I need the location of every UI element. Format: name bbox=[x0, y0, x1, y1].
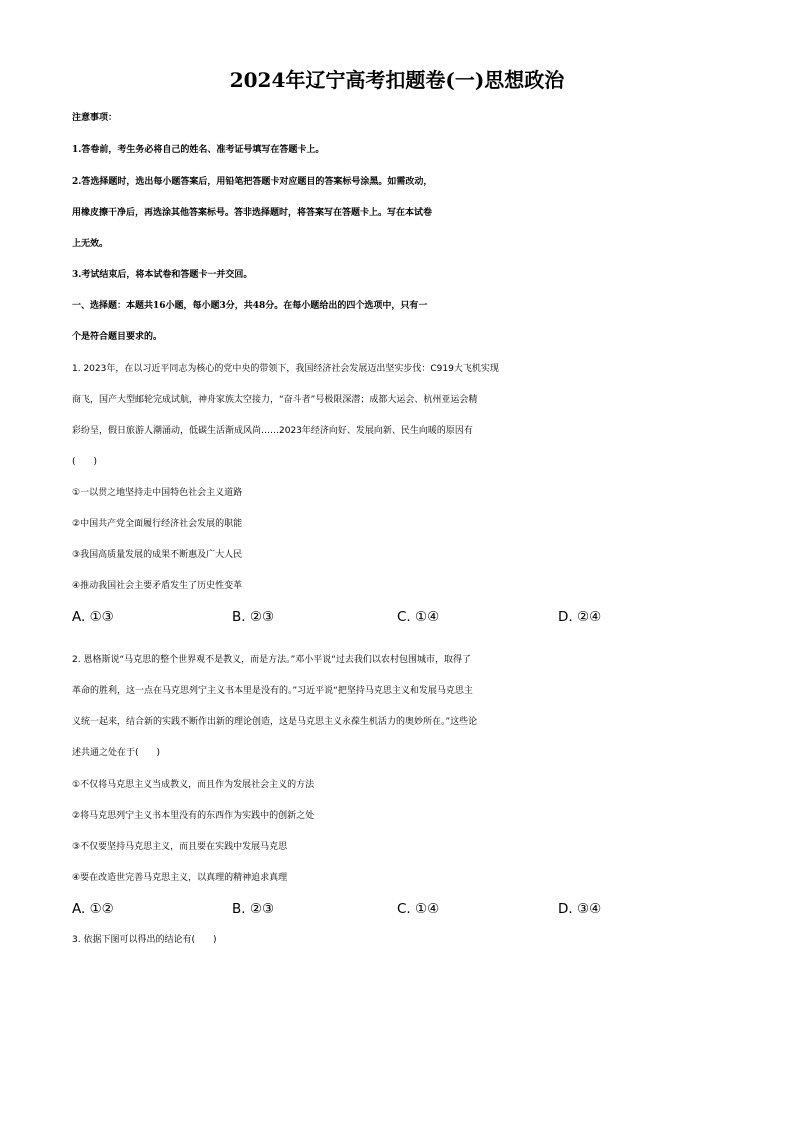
notice-item-2-line-1: 2.答选择题时，选出每小题答案后，用铅笔把答题卡对应题目的答案标号涂黑。如需改动， bbox=[72, 177, 433, 187]
question-2-line-3: 义统一起来，结合新的实践不断作出新的理论创造，这是马克思主义永葆生机活力的奥妙所在。”这些论 bbox=[72, 717, 478, 727]
section-heading-line-1: 一、选择题：本题共16小题，每小题3分，共48分。在每小题给出的四个选项中，只有一 bbox=[72, 301, 428, 311]
notice-item-3: 3.考试结束后，将本试卷和答题卡一并交回。 bbox=[72, 270, 253, 280]
exam-title: 2024年辽宁高考扣题卷(一)思想政治 bbox=[229, 68, 565, 92]
question-2-option-d: D. ③④ bbox=[558, 901, 602, 917]
question-2-statement-4: ④要在改造世完善马克思主义，以真理的精神追求真理 bbox=[72, 873, 288, 883]
question-2-statement-2: ②将马克思列宁主义书本里没有的东西作为实践中的创新之处 bbox=[72, 811, 315, 821]
question-1-option-b: B. ②③ bbox=[232, 609, 275, 625]
question-2-statement-3: ③不仅要坚持马克思主义，而且要在实践中发展马克思 bbox=[72, 842, 288, 852]
notice-item-2-line-2: 用橡皮擦干净后，再选涂其他答案标号。答非选择题时，将答案写在答题卡上。写在本试卷 bbox=[72, 208, 433, 218]
question-2-option-a: A. ①② bbox=[72, 901, 114, 917]
question-1-line-2: 商飞，国产大型邮轮完成试航，神舟家族太空接力，“奋斗者”号极限深潜；成都大运会、杭州亚运会精 bbox=[72, 395, 478, 405]
question-1-option-a: A. ①③ bbox=[72, 609, 114, 625]
question-1-line-3: 彩纷呈，假日旅游人潮涌动，低碳生活渐成风尚……2023年经济向好、发展向新、民生向暖的原因有 bbox=[72, 426, 473, 436]
notice-item-1: 1.答卷前，考生务必将自己的姓名、准考证号填写在答题卡上。 bbox=[72, 145, 325, 155]
question-3-line-1: 3. 依据下图可以得出的结论有( ) bbox=[72, 935, 217, 945]
question-1-statement-1: ①一以贯之地坚持走中国特色社会主义道路 bbox=[72, 488, 243, 498]
question-2-line-1: 2. 恩格斯说“马克思的整个世界观不是教义，而是方法。”邓小平说“过去我们以农村包围城市，取得了 bbox=[72, 655, 471, 665]
notice-heading: 注意事项： bbox=[72, 113, 118, 123]
section-heading-line-2: 个是符合题目要求的。 bbox=[72, 332, 163, 342]
question-1-option-c: C. ①④ bbox=[397, 609, 440, 625]
question-1-line-1: 1. 2023年，在以习近平同志为核心的党中央的带领下，我国经济社会发展迈出坚实步伐：C919大飞机实现 bbox=[72, 364, 499, 374]
question-2-option-b: B. ②③ bbox=[232, 901, 275, 917]
question-1-option-d: D. ②④ bbox=[558, 609, 602, 625]
question-2-line-2: 革命的胜利，这一点在马克思列宁主义书本里是没有的。”习近平说“把坚持马克思主义和发展马克思主 bbox=[72, 686, 473, 696]
notice-item-2-line-3: 上无效。 bbox=[72, 239, 109, 249]
question-2-line-4: 述共通之处在于( ) bbox=[72, 748, 161, 758]
question-2-option-c: C. ①④ bbox=[397, 901, 440, 917]
question-2-statement-1: ①不仅将马克思主义当成教义，而且作为发展社会主义的方法 bbox=[72, 780, 315, 790]
question-1-statement-3: ③我国高质量发展的成果不断惠及广大人民 bbox=[72, 550, 243, 560]
question-1-statement-4: ④推动我国社会主要矛盾发生了历史性变革 bbox=[72, 581, 243, 591]
question-1-line-4: ( ) bbox=[72, 457, 98, 467]
question-1-statement-2: ②中国共产党全面履行经济社会发展的职能 bbox=[72, 519, 243, 529]
